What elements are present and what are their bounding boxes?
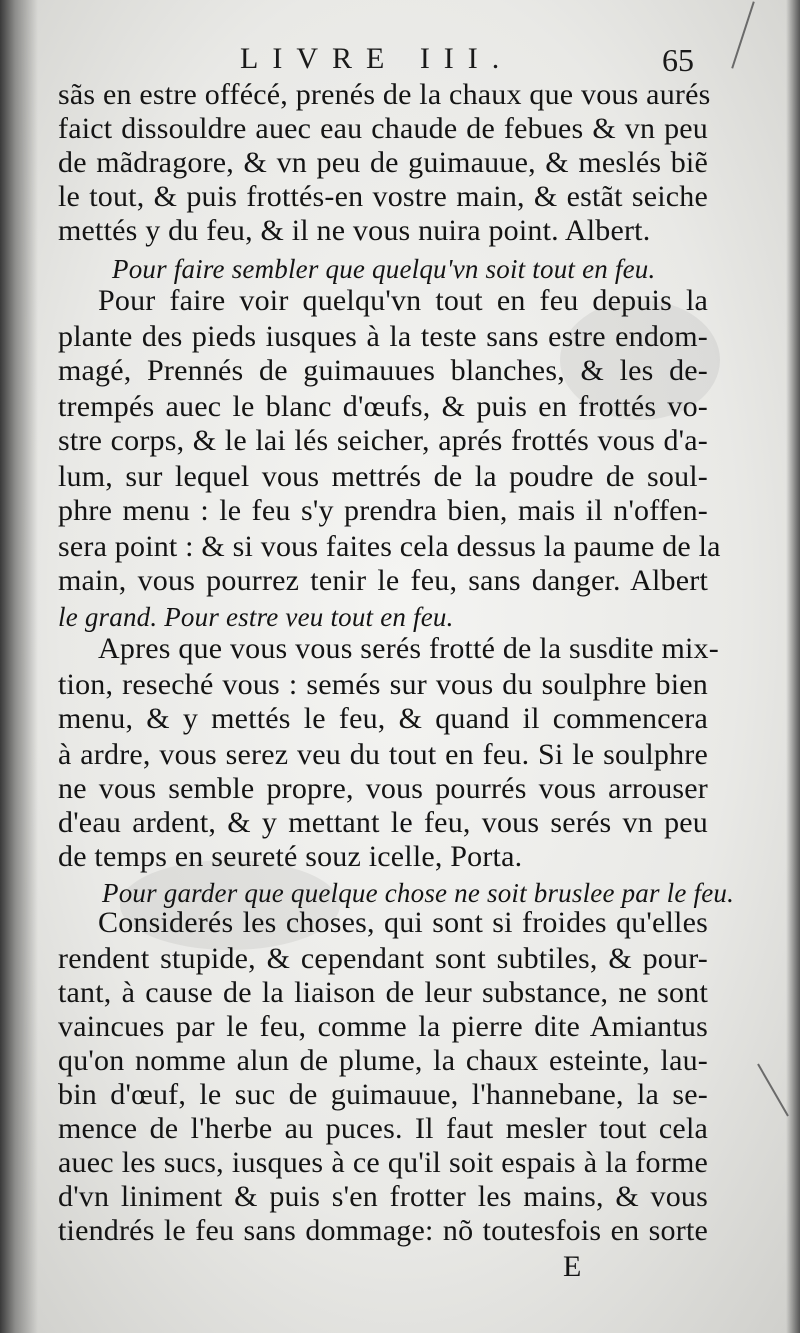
text-line: sãs en estre offécé, prenés de la chaux que vous aurés	[58, 78, 711, 111]
text-line: ne vous semble propre, vous pourrés vous arrouser	[58, 772, 708, 805]
page-number: 65	[662, 42, 694, 78]
text-line: faict dissouldre auec eau chaude de febues & vn peu	[58, 112, 708, 145]
text-line: plante des pieds iusques à la teste sans estre endom-	[58, 320, 708, 353]
text-line: tiendrés le feu sans dommage: nõ toutesfois en sorte	[58, 1214, 708, 1247]
text-line: auec les sucs, iusques à ce qu'il soit espais à la forme	[58, 1146, 708, 1179]
text-line: mence de l'herbe au puces. Il faut mesler tout cela	[58, 1112, 708, 1145]
gutter-shadow	[0, 0, 38, 1333]
text-line: le tout, & puis frottés-en vostre main, & estãt seiche	[58, 180, 708, 213]
text-line: de temps en seureté souz icelle, Porta.	[58, 840, 523, 873]
text-line: Apres que vous vous serés frotté de la susdite mix-	[98, 632, 719, 665]
text-line: qu'on nomme alun de plume, la chaux esteinte, lau-	[58, 1044, 708, 1077]
text-line: d'eau ardent, & y mettant le feu, vous serés vn peu	[58, 806, 708, 839]
text-line: phre menu : le feu s'y prendra bien, mais il n'offen-	[58, 494, 708, 527]
text-line: à ardre, vous serez veu du tout en feu. Si le soulphre	[58, 738, 708, 771]
text-line: vaincues par le feu, comme la pierre dite Amiantus	[58, 1010, 708, 1043]
text-line: mettés y du feu, & il ne vous nuira point. Albert.	[58, 214, 651, 247]
text-line: main, vous pourrez tenir le feu, sans danger. Albert	[58, 564, 708, 597]
text-line: tant, à cause de la liaison de leur substance, ne sont	[58, 976, 708, 1009]
section-heading: le grand. Pour estre veu tout en feu.	[58, 602, 454, 632]
text-line: stre corps, & le lai lés seicher, aprés frottés vous d'a-	[58, 424, 708, 457]
text-line: de mãdragore, & vn peu de guimauue, & meslés biẽ	[58, 146, 708, 179]
margin-scratch	[757, 1064, 789, 1117]
text-line: d'vn liniment & puis s'en frotter les mains, & vous	[58, 1180, 708, 1213]
running-head-title: LIVRE III.	[240, 42, 514, 75]
text-line: bin d'œuf, le suc de guimauue, l'hannebane, la se-	[58, 1078, 708, 1111]
text-line: tion, reseché vous : semés sur vous du soulphre bien	[58, 668, 708, 701]
page-edge	[786, 0, 800, 1333]
section-heading: Pour faire sembler que quelqu'vn soit tout en feu.	[112, 254, 656, 284]
section-heading: Pour garder que quelque chose ne soit bruslee par le feu.	[102, 878, 735, 908]
text-line: trempés auec le blanc d'œufs, & puis en frottés vo-	[58, 390, 708, 423]
text-line: rendent stupide, & cependant sont subtiles, & pour-	[58, 942, 708, 975]
text-line: Pour faire voir quelqu'vn tout en feu depuis la	[98, 284, 708, 317]
text-line: lum, sur lequel vous mettrés de la poudre de soul-	[58, 460, 708, 493]
text-line: sera point : & si vous faites cela dessus la paume de la	[58, 530, 721, 563]
text-line: Considerés les choses, qui sont si froides qu'elles	[98, 906, 708, 939]
catchword: E	[563, 1250, 582, 1283]
text-line: menu, & y mettés le feu, & quand il commencera	[58, 702, 708, 735]
text-line: magé, Prennés de guimauues blanches, & les de-	[58, 354, 708, 387]
